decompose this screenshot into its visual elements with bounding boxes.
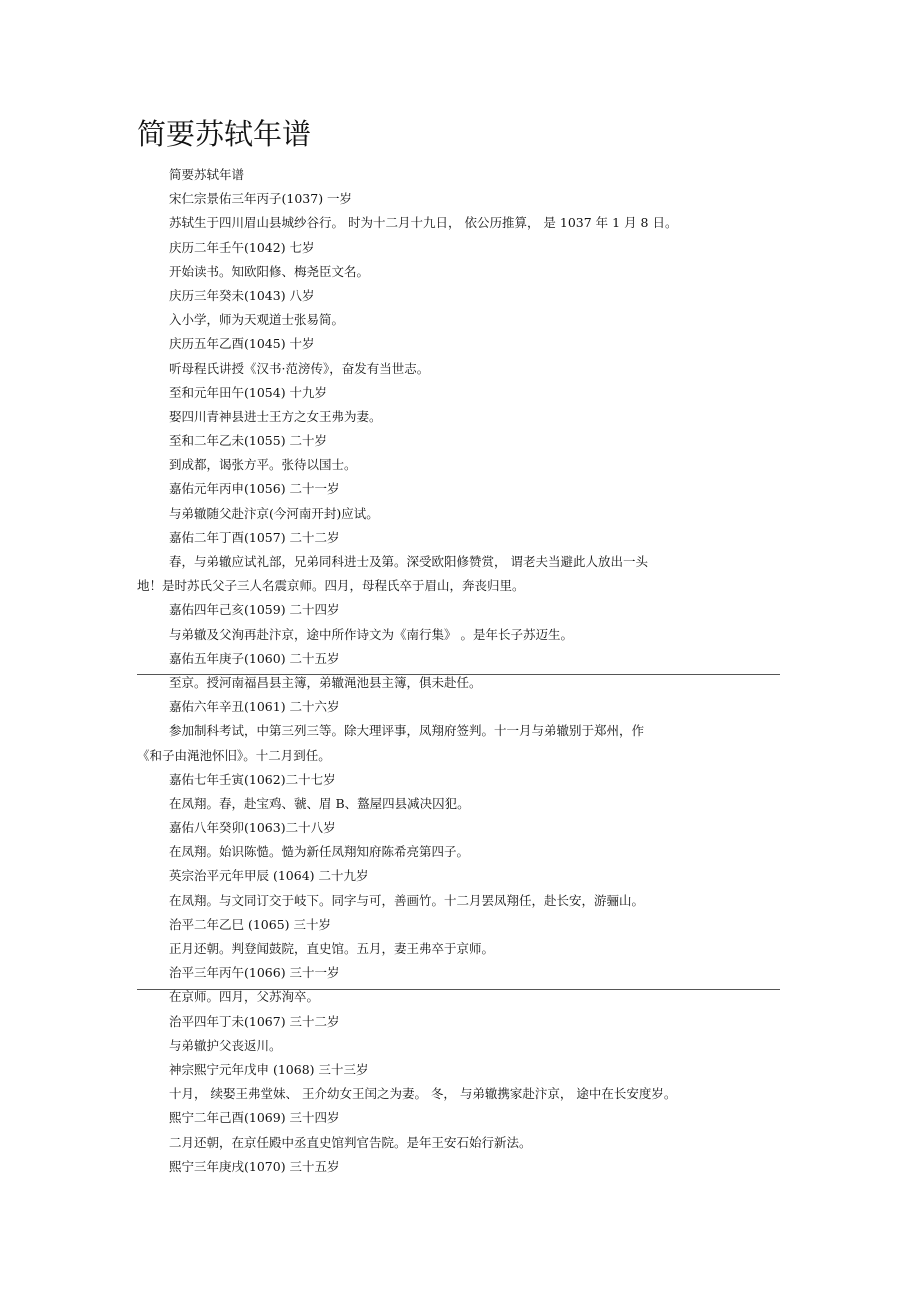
- year-entry: 参加制科考试，中第三列三等。除大理评事，凤翔府签判。十一月与弟辙别于郑州，作: [169, 723, 645, 739]
- year-entry: 开始读书。知欧阳修、梅尧臣文名。: [169, 263, 370, 279]
- horizontal-rule: [137, 989, 780, 990]
- year-heading: 治平三年丙午(1066) 三十一岁: [169, 965, 340, 981]
- year-heading: 英宗治平元年甲辰 (1064) 二十九岁: [169, 868, 369, 884]
- year-entry: 正月还朝。判登闻鼓院，直史馆。五月，妻王弗卒于京师。: [169, 941, 495, 956]
- year-heading: 庆历三年癸未(1043) 八岁: [169, 287, 315, 303]
- year-entry: 至京。授河南福昌县主簿，弟辙渑池县主簿，俱未赴任。: [169, 674, 482, 690]
- year-heading: 治平四年丁未(1067) 三十二岁: [169, 1013, 340, 1029]
- year-heading: 宋仁宗景佑三年丙子(1037) 一岁: [169, 191, 353, 207]
- year-entry: 在凤翔。与文同订交于岐下。同字与可，善画竹。十二月罢凤翔任，赴长安，游骊山。: [169, 892, 645, 908]
- year-entry: 苏轼生于四川眉山县城纱谷行。 时为十二月十九日， 依公历推算， 是 1037 年 1 月 8 日。: [169, 215, 678, 231]
- year-entry: 入小学，师为天观道士张易简。: [169, 312, 345, 328]
- document-body: [137, 163, 782, 1179]
- year-entry: 在凤翔。始识陈慥。慥为新任凤翔知府陈希亮第四子。: [169, 844, 470, 860]
- year-entry: 二月还朝，在京任殿中丞直史馆判官告院。是年王安石始行新法。: [169, 1134, 532, 1150]
- year-entry-continued: 《和子由渑池怀旧》。十二月到任。: [137, 747, 331, 763]
- year-heading: 庆历二年壬午(1042) 七岁: [169, 239, 315, 255]
- year-entry: 与弟辙护父丧返川。: [169, 1037, 282, 1053]
- year-heading: 嘉佑七年壬寅(1062)二十七岁: [169, 771, 336, 787]
- horizontal-rule: [137, 674, 780, 675]
- year-heading: 嘉佑八年癸卯(1063)二十八岁: [169, 820, 336, 836]
- year-entry: 到成都，谒张方平。张待以国士。: [169, 457, 357, 473]
- year-heading: 熙宁三年庚戌(1070) 三十五岁: [169, 1158, 340, 1174]
- year-heading: 治平二年乙巳 (1065) 三十岁: [169, 916, 332, 932]
- year-entry: 春，与弟辙应试礼部，兄弟同科进士及第。深受欧阳修赞赏， 谓老夫当避此人放出一头: [169, 554, 648, 569]
- year-entry: 与弟辙随父赴汴京(今河南开封)应试。: [169, 505, 379, 521]
- year-heading: 熙宁二年己酉(1069) 三十四岁: [169, 1110, 340, 1126]
- year-heading: 嘉佑二年丁酉(1057) 二十二岁: [169, 529, 340, 545]
- subtitle-line: 简要苏轼年谱: [169, 167, 245, 182]
- year-entry-continued: 地！是时苏氏父子三人名震京师。四月，母程氏卒于眉山，奔丧归里。: [137, 578, 525, 594]
- year-entry: 听母程氏讲授《汉书·范滂传》，奋发有当世志。: [169, 360, 430, 376]
- year-heading: 嘉佑五年庚子(1060) 二十五岁: [169, 650, 340, 666]
- document-title: 简要苏轼年谱: [137, 117, 312, 151]
- year-heading: 嘉佑四年己亥(1059) 二十四岁: [169, 602, 340, 618]
- year-heading: 至和二年乙未(1055) 二十岁: [169, 433, 328, 449]
- year-entry: 在凤翔。春，赴宝鸡、虢、眉 B、盩屋四县减决囚犯。: [169, 795, 470, 811]
- year-heading: 神宗熙宁元年戊申 (1068) 三十三岁: [169, 1061, 369, 1077]
- year-entry: 十月， 续娶王弗堂妹、 王介幼女王闰之为妻。 冬， 与弟辙携家赴汴京， 途中在长安度岁。: [169, 1086, 677, 1102]
- year-heading: 嘉佑元年丙申(1056) 二十一岁: [169, 481, 340, 497]
- year-entry: 娶四川青神县进士王方之女王弗为妻。: [169, 408, 382, 424]
- year-heading: 庆历五年乙酉(1045) 十岁: [169, 336, 315, 352]
- year-entry: 在京师。四月，父苏洵卒。: [169, 989, 320, 1005]
- year-heading: 至和元年田午(1054) 十九岁: [169, 384, 328, 400]
- year-entry: 与弟辙及父洵再赴汴京，途中所作诗文为《南行集》 。是年长子苏迈生。: [169, 626, 573, 642]
- year-heading: 嘉佑六年辛丑(1061) 二十六岁: [169, 699, 340, 715]
